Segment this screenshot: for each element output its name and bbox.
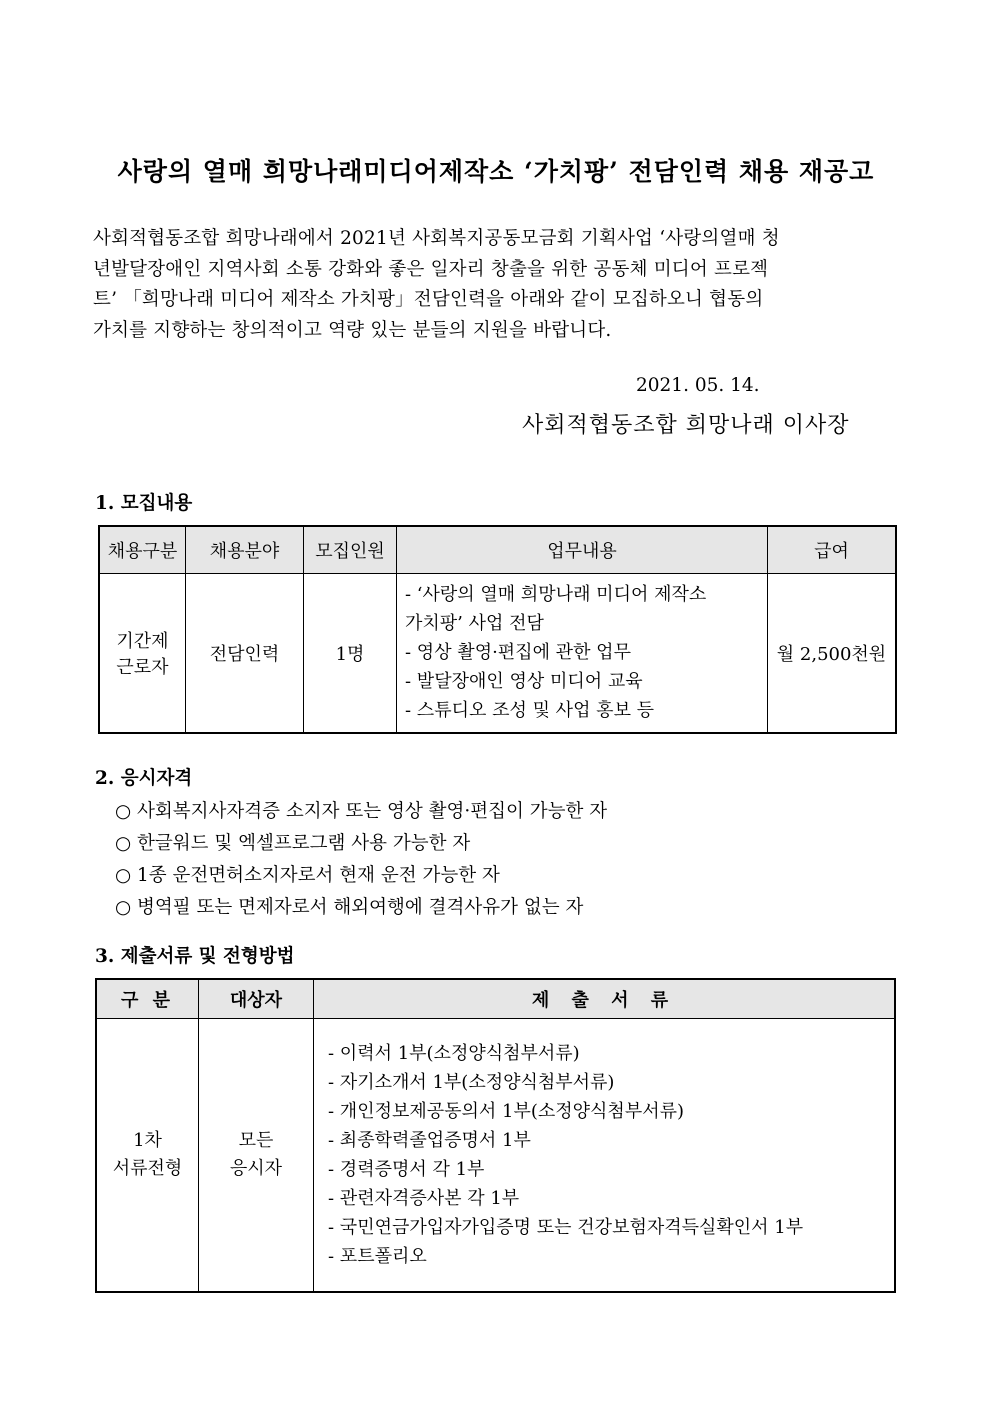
table-row bbox=[96, 1018, 895, 1292]
documents-cell: - 이력서 1부(소정양식첨부서류) - 자기소개서 1부(소정양식첨부서류) - 개인정보제공동의서 1부(소정양식첨부서류) - 최종학력졸업증명서 1부 - 경력증명서 각 1부 - 관련자격증사본 각 1부 - 국민연금가입자가입증명 또는 건강보험자격득실확인서 1부 - 포트폴리오 bbox=[314, 1018, 896, 1292]
intro-line: 가치를 지향하는 창의적이고 역량 있는 분들의 지원을 바랍니다. bbox=[93, 319, 612, 341]
intro-paragraph bbox=[93, 224, 899, 346]
intro-line: 년발달장애인 지역사회 소통 강화와 좋은 일자리 창출을 위한 공동체 미디어 프로젝 bbox=[93, 258, 769, 280]
table-header-row bbox=[99, 526, 896, 573]
section2-heading: 2. 응시자격 bbox=[95, 768, 193, 789]
header-cell: 급여 bbox=[768, 526, 897, 573]
table-row bbox=[99, 573, 896, 733]
header-cell: 채용분야 bbox=[186, 526, 304, 573]
header-cell: 업무내용 bbox=[397, 526, 768, 573]
qualification-item: ○ 한글워드 및 엑셀프로그램 사용 가능한 자 bbox=[115, 833, 471, 854]
recruitment-table bbox=[98, 525, 897, 734]
salary-cell: 월 2,500천원 bbox=[768, 573, 897, 733]
stage-cell: 1차 서류전형 bbox=[96, 1018, 199, 1292]
intro-line: 트’ 「희망나래 미디어 제작소 가치팡」전담인력을 아래와 같이 모집하오니 협동의 bbox=[93, 289, 764, 310]
notice-date: 2021. 05. 14. bbox=[636, 375, 760, 396]
employment-type-cell: 기간제 근로자 bbox=[99, 573, 186, 733]
field-cell: 전담인력 bbox=[186, 573, 304, 733]
header-cell: 채용구분 bbox=[99, 526, 186, 573]
table-header-row bbox=[96, 979, 895, 1018]
intro-line: 사회적협동조합 희망나래에서 2021년 사회복지공동모금회 기획사업 ‘사랑의열매 청 bbox=[93, 228, 780, 249]
header-cell: 제 출 서 류 bbox=[314, 979, 896, 1018]
page-title: 사랑의 열매 희망나래미디어제작소 ‘가치팡’ 전담인력 채용 재공고 bbox=[117, 157, 875, 186]
count-cell: 1명 bbox=[304, 573, 397, 733]
header-cell: 대상자 bbox=[199, 979, 314, 1018]
qualification-item: ○ 사회복지사자격증 소지자 또는 영상 촬영·편집이 가능한 자 bbox=[115, 801, 608, 822]
section3-heading: 3. 제출서류 및 전형방법 bbox=[95, 946, 295, 967]
organization-signature: 사회적협동조합 희망나래 이사장 bbox=[522, 413, 850, 438]
section1-heading: 1. 모집내용 bbox=[95, 493, 193, 514]
documents-table bbox=[95, 978, 896, 1293]
target-cell: 모든 응시자 bbox=[199, 1018, 314, 1292]
qualification-item: ○ 병역필 또는 면제자로서 해외여행에 결격사유가 없는 자 bbox=[115, 897, 584, 918]
qualification-item: ○ 1종 운전면허소지자로서 현재 운전 가능한 자 bbox=[115, 865, 500, 886]
duties-cell: - ‘사랑의 열매 희망나래 미디어 제작소 가치팡’ 사업 전담 - 영상 촬영·편집에 관한 업무 - 발달장애인 영상 미디어 교육 - 스튜디오 조성 및 사업 홍보 등 bbox=[397, 573, 768, 733]
header-cell: 구 분 bbox=[96, 979, 199, 1018]
header-cell: 모집인원 bbox=[304, 526, 397, 573]
